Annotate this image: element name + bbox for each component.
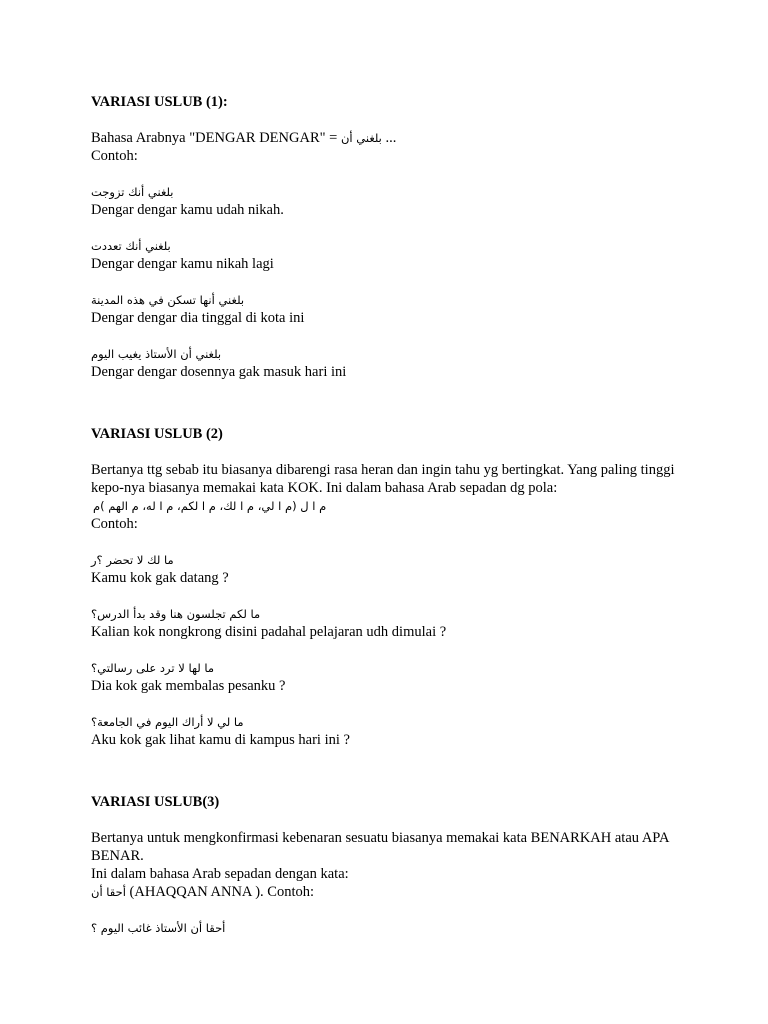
arabic-example: ما لك لا تحضر ؟ر bbox=[91, 553, 174, 567]
example-translation: Dengar dengar kamu nikah lagi bbox=[91, 256, 274, 272]
arabic-example: بلغني أن الأستاذ يغيب اليوم bbox=[91, 347, 222, 361]
term-latin: (AHAQQAN ANNA ). Contoh: bbox=[125, 884, 315, 900]
section-2-paragraph: Bertanya ttg sebab itu biasanya dibarengi rasa heran dan ingin tahu yg bertingkat. Yang paling tinggi kepo-nya biasanya memakai kata KOK. Ini dalam bahasa Arab sepadan dg pola: bbox=[91, 462, 675, 496]
arabic-example: بلغني أنها تسكن في هذه المدينة bbox=[91, 293, 245, 307]
section-3-term-line bbox=[91, 883, 691, 901]
intro-arabic-phrase: بلغني أن bbox=[340, 131, 382, 145]
section-3-heading: VARIASI USLUB(3) bbox=[91, 794, 220, 810]
section-1-heading: VARIASI USLUB (1): bbox=[91, 94, 228, 110]
arabic-example: ما لها لا ترد على رسالتي؟ bbox=[91, 661, 215, 675]
document-body bbox=[91, 93, 691, 937]
section-2-contoh: Contoh: bbox=[91, 516, 138, 532]
example-translation: Dengar dengar dia tinggal di kota ini bbox=[91, 310, 305, 326]
section-2-heading: VARIASI USLUB (2) bbox=[91, 426, 223, 442]
term-arabic: أحقا أن bbox=[91, 885, 126, 899]
section-3-paragraph: Bertanya untuk mengkonfirmasi kebenaran sesuatu biasanya memakai kata BENARKAH atau APA BENAR. bbox=[91, 830, 669, 864]
example-translation: Dia kok gak membalas pesanku ? bbox=[91, 678, 286, 694]
example-translation: Kamu kok gak datang ? bbox=[91, 570, 229, 586]
arabic-example: بلغني أنك تزوجت bbox=[91, 185, 174, 199]
arabic-pattern: م ا ل (م ا لي، م ا لك، م ا لكم، م ا له، م الهم )م bbox=[93, 499, 327, 513]
arabic-example: بلغني أنك تعددت bbox=[91, 239, 171, 253]
section-1-intro: Bahasa Arabnya "DENGAR DENGAR" = بلغني أن ... bbox=[91, 130, 397, 146]
example-translation: Dengar dengar dosennya gak masuk hari ini bbox=[91, 364, 347, 380]
arabic-example: ما لي لا أراك اليوم في الجامعة؟ bbox=[91, 715, 244, 729]
example-translation: Dengar dengar kamu udah nikah. bbox=[91, 202, 284, 218]
section-1-contoh: Contoh: bbox=[91, 148, 138, 164]
example-translation: Aku kok gak lihat kamu di kampus hari ini ? bbox=[91, 732, 350, 748]
arabic-example: أحقا أن الأستاذ غائب اليوم ؟ bbox=[91, 921, 226, 935]
example-translation: Kalian kok nongkrong disini padahal pelajaran udh dimulai ? bbox=[91, 624, 447, 640]
arabic-example: ما لكم تجلسون هنا وقد بدأ الدرس؟ bbox=[91, 607, 261, 621]
section-3-paragraph-2: Ini dalam bahasa Arab sepadan dengan kata: bbox=[91, 866, 349, 882]
